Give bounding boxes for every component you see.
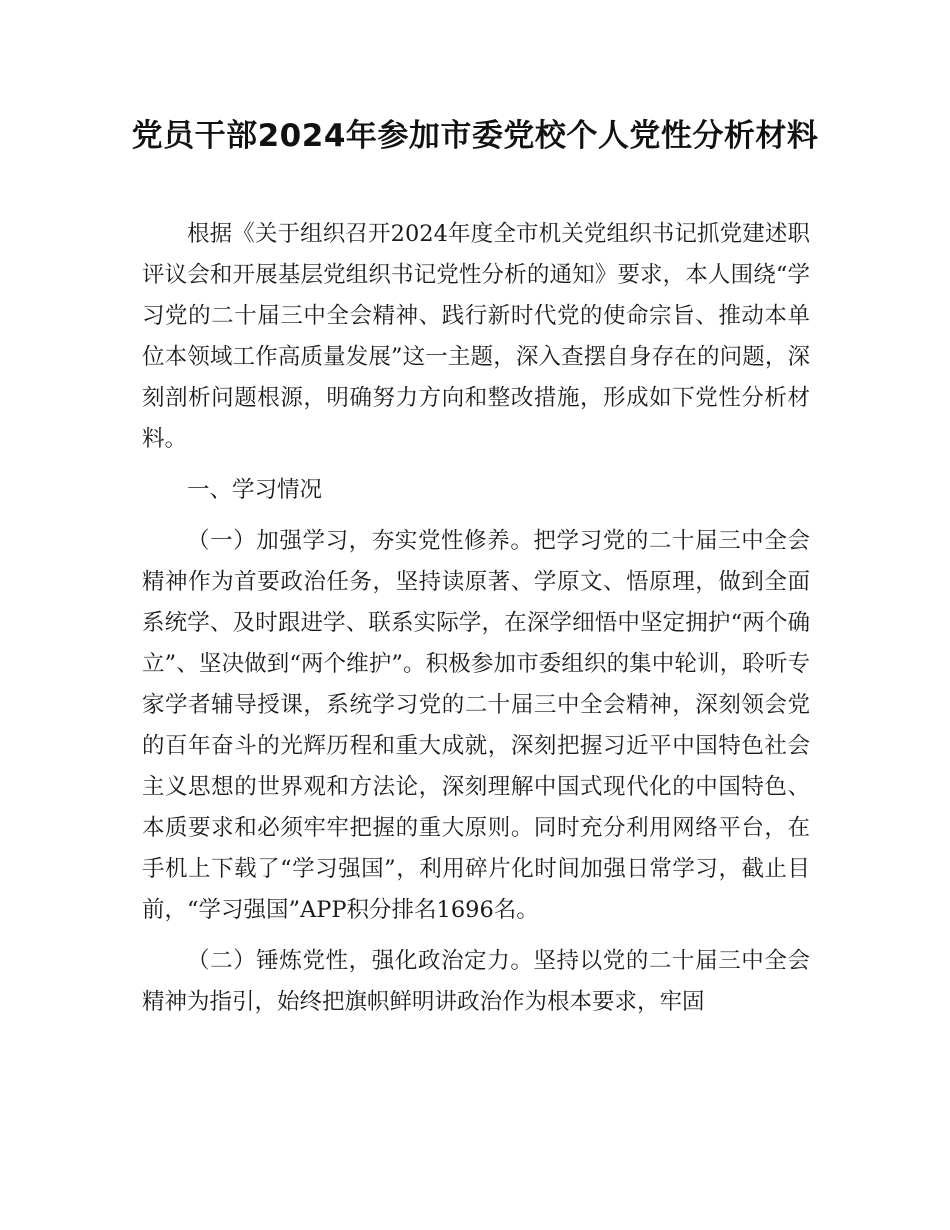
subsection-paragraph-1: （一）加强学习，夯实党性修养。把学习党的二十届三中全会精神作为首要政治任务，坚持读原著、学原文、悟原理，做到全面系统学、及时跟进学、联系实际学，在深学细悟中坚定拥护“两个确立”、坚决做到“两个维护”。积极参加市委组织的集中轮训，聆听专家学者辅导授课，系统学习党的二十届三中全会精神，深刻领会党的百年奋斗的光辉历程和重大成就，深刻把握习近平中国特色社会主义思想的世界观和方法论，深刻理解中国式现代化的中国特色、本质要求和必须牢牢把握的重大原则。同时充分利用网络平台，在手机上下载了“学习强国”，利用碎片化时间加强日常学习，截止目前，“学习强国”APP积分排名1696名。 (142, 528, 810, 923)
document-title: 党员干部2024年参加市委党校个人党性分析材料 (131, 118, 819, 154)
intro-paragraph: 根据《关于组织召开2024年度全市机关党组织书记抓党建述职评议会和开展基层党组织书记党性分析的通知》要求，本人围绕“学习党的二十届三中全会精神、践行新时代党的使命宗旨、推动本单位本领域工作高质量发展”这一主题，深入查摆自身存在的问题，深刻剖析问题根源，明确努力方向和整改措施，形成如下党性分析材料。 (142, 221, 810, 452)
section-heading-study: 一、学习情况 (187, 477, 323, 503)
document-body (142, 214, 810, 1023)
subsection-paragraph-2: （二）锤炼党性，强化政治定力。坚持以党的二十届三中全会精神为指引，始终把旗帜鲜明讲政治作为根本要求，牢固 (142, 948, 810, 1015)
